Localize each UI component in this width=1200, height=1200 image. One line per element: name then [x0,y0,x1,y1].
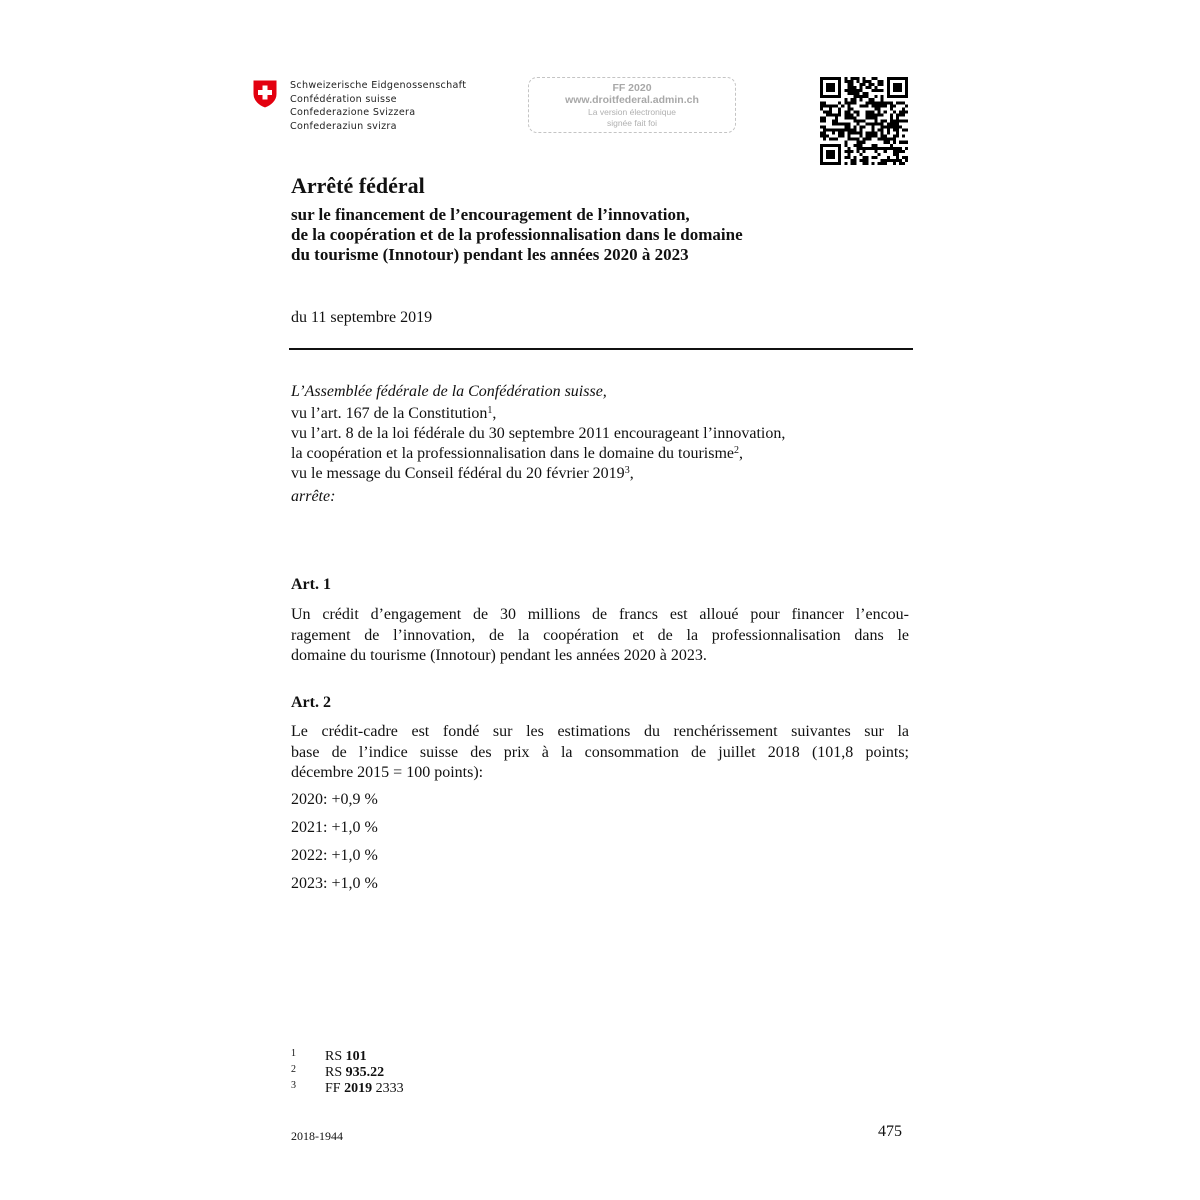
footnote-ref[interactable]: 2 [734,445,739,456]
inflation-rates-list [291,791,378,903]
document-reference: 2018-1944 [291,1129,343,1143]
footnote: 1 RS 101 [291,1048,367,1064]
stamp-note-1: La version électronique [588,107,676,117]
preamble-line: vu l’art. 8 de la loi fédérale du 30 septembre 2011 encourageant l’innovation, [291,425,786,442]
paragraph-line: ragement de l’innovation, de la coopération et de la professionnalisation dans le [291,626,909,644]
preamble [291,382,911,507]
title-divider [289,348,913,350]
subtitle-line: sur le financement de l’encouragement de l’innovation, [291,205,690,224]
article-2-heading: Art. 2 [291,694,331,711]
document-subtitle [291,205,743,265]
paragraph-line: décembre 2015 = 100 points): [291,764,484,781]
confederation-name-it: Confederazione Svizzera [290,107,416,118]
article-1-text [291,605,909,667]
rate-item: 2022: +1,0 % [291,847,378,864]
footnotes [291,1046,404,1094]
confederation-name-fr: Confédération suisse [290,93,397,105]
confederation-names [290,79,466,133]
preamble-intro: L’Assemblée fédérale de la Confédération suisse, [291,383,607,400]
rate-item: 2023: +1,0 % [291,875,378,892]
preamble-line: vu l’art. 167 de la Constitution$^1$, [291,405,497,422]
stamp-publication: FF 2020 [612,82,652,94]
stamp-note-2: signée fait foi [606,117,658,128]
preamble-line: la coopération et la professionnalisation dans le domaine du tourisme$^2$, [291,445,743,462]
qr-code-icon [820,77,908,165]
subtitle-line: du tourisme (Innotour) pendant les années 2020 à 2023 [291,245,689,264]
page-number: 475 [878,1123,902,1140]
preamble-closing: arrête: [291,488,336,505]
paragraph-line: Le crédit-cadre est fondé sur les estimations du renchérissement suivantes sur la [291,723,909,740]
swiss-coat-of-arms-icon [252,79,278,109]
official-version-stamp [528,77,736,133]
footnote-ref[interactable]: 1 [487,405,493,416]
footnote: 3 FF 2019 2333 [291,1080,404,1096]
article-1-heading: Art. 1 [291,576,331,593]
article-2-text [291,722,909,784]
paragraph-line: base de l’indice suisse des prix à la consommation de juillet 2018 (101,8 points; [291,743,909,761]
confederation-name-rm: Confederaziun svizra [290,120,397,132]
subtitle-line: de la coopération et de la professionnalisation dans le domaine [291,225,743,244]
rate-item: 2021: +1,0 % [291,819,378,836]
footnote-ref[interactable]: 3 [624,465,630,476]
footnote: 2 RS 935.22 [291,1064,385,1080]
preamble-line: vu le message du Conseil fédéral du 20 février 2019$^3$, [291,465,634,482]
document-title: Arrêté fédéral [291,173,425,198]
stamp-url[interactable]: www.droitfederal.admin.ch [565,94,699,106]
rate-item: 2020: +0,9 % [291,791,378,808]
document-date: du 11 septembre 2019 [291,309,433,326]
paragraph-line: domaine du tourisme (Innotour) pendant les années 2020 à 2023. [291,647,707,664]
confederation-name-de: Schweizerische Eidgenossenschaft [290,80,467,91]
paragraph-line: Un crédit d’engagement de 30 millions de francs est alloué pour financer l’encou- [291,606,909,623]
